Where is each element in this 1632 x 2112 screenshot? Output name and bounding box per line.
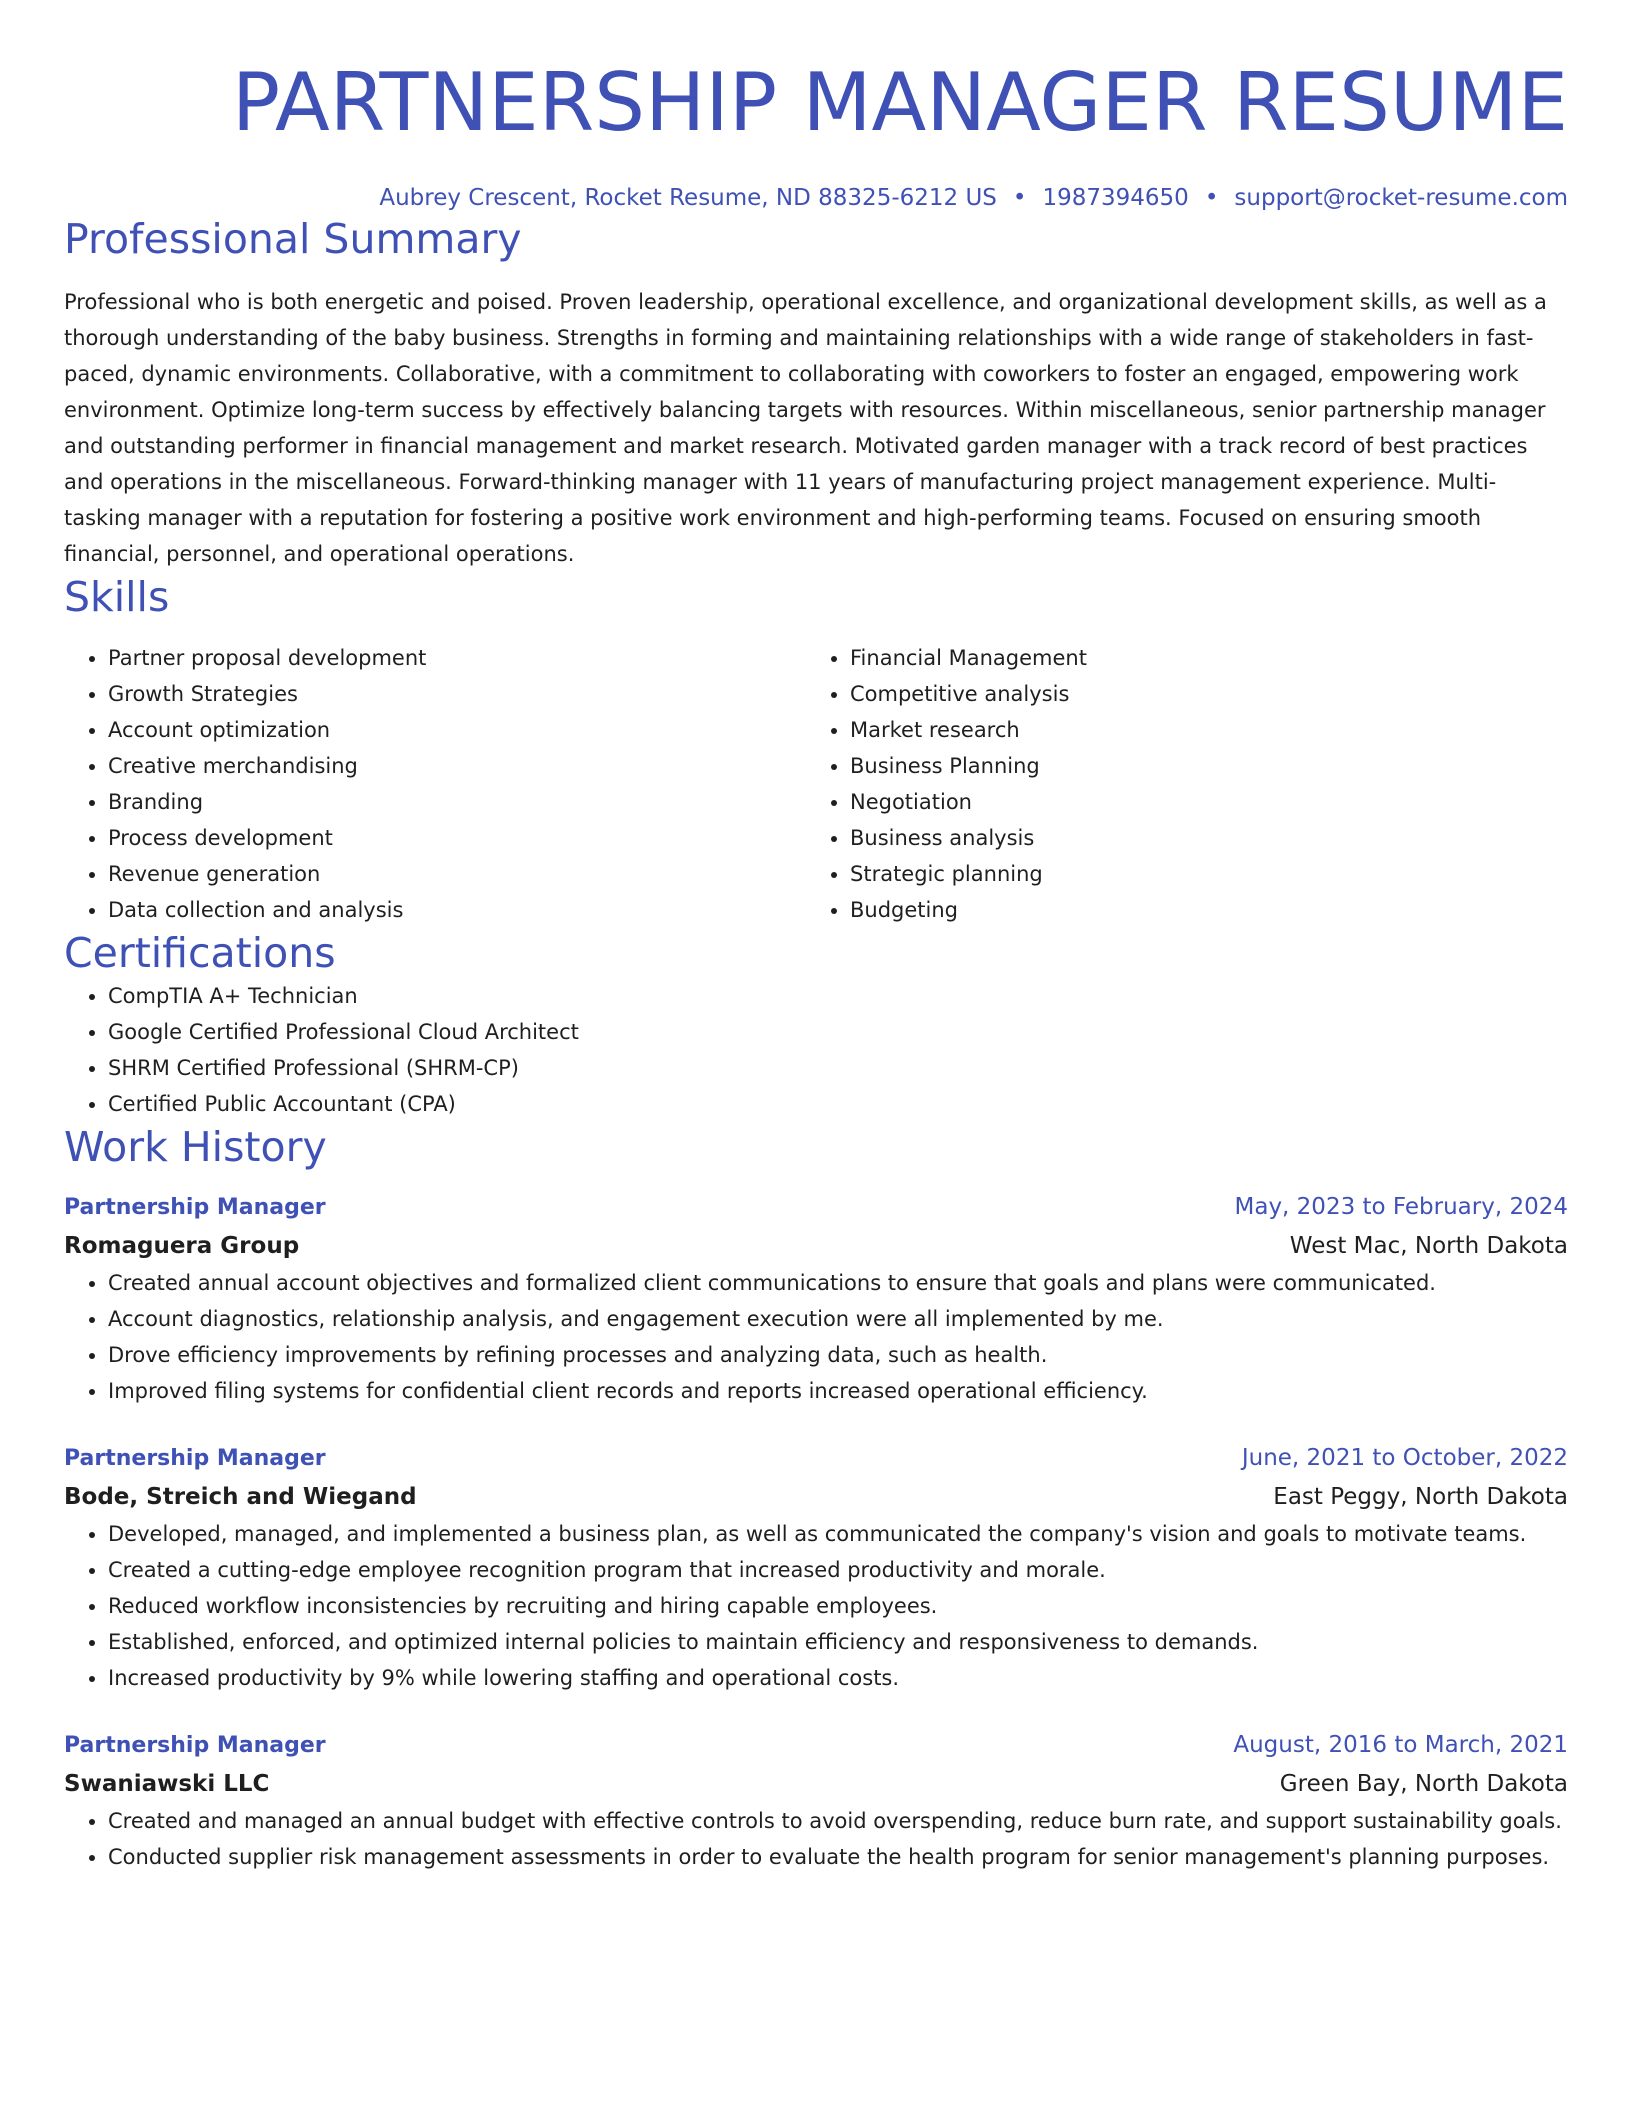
job-header-row [64,1439,1568,1478]
contact-line [64,182,1568,214]
skills-list-right [806,640,1548,928]
resume-page [64,0,1568,1875]
job-entry [64,1439,1568,1696]
job-bullet: • Established, enforced, and optimized internal policies to maintain efficiency and responsiveness to demands. [108,1624,1568,1660]
skill-item: • Strategic planning [850,856,1548,892]
job-company-row [64,1765,1568,1803]
job-header-row [64,1726,1568,1765]
contact-address: Aubrey Crescent, Rocket Resume, ND 88325-6212 US [379,185,997,211]
skill-item: • Process development [108,820,806,856]
certifications-list [64,978,1568,1122]
job-location: West Mac, North Dakota [1289,1233,1568,1259]
job-bullet: • Reduced workflow inconsistencies by recruiting and hiring capable employees. [108,1588,1568,1624]
skill-item: • Budgeting [850,892,1548,928]
skills-list-left [64,640,806,928]
job-title: Partnership Manager [64,1446,326,1471]
contact-separator: • [1204,185,1219,211]
job-title: Partnership Manager [64,1733,326,1758]
skill-item: • Business analysis [850,820,1548,856]
job-bullet: • Improved filing systems for confidential client records and reports increased operational efficiency. [108,1373,1568,1409]
job-company: Swaniawski LLC [64,1771,270,1797]
summary-text: Professional who is both energetic and poised. Proven leadership, operational excellence, and organizational development skills, as well as a thorough understanding of the baby business. Strengths in forming and maintaining relationships with a wide range of stakeholders in fast-paced, dynamic environments. Collaborative, with a commitment to collaborating with coworkers to foster an engaged, empowering work environment. Optimize long-term success by effectively balancing targets with resources. Within miscellaneous, senior partnership manager and outstanding performer in financial management and market research. Motivated garden manager with a track record of best practices and operations in the miscellaneous. Forward-thinking manager with 11 years of manufacturing project management experience. Multi-tasking manager with a reputation for fostering a positive work environment and high-performing teams. Focused on ensuring smooth financial, personnel, and operational operations. [64,290,1547,566]
job-company: Bode, Streich and Wiegand [64,1484,417,1510]
job-header-row [64,1188,1568,1227]
job-bullet: • Created a cutting-edge employee recognition program that increased productivity and morale. [108,1552,1568,1588]
job-bullets [64,1265,1568,1409]
job-dates: May, 2023 to February, 2024 [1234,1194,1568,1220]
skill-item: • Partner proposal development [108,640,806,676]
skill-item: • Financial Management [850,640,1548,676]
skill-item: • Data collection and analysis [108,892,806,928]
skills-heading: Skills [64,573,170,621]
skill-item: • Growth Strategies [108,676,806,712]
job-bullet: • Created and managed an annual budget with effective controls to avoid overspending, reduce burn rate, and support sustainability goals. [108,1803,1568,1839]
job-dates: August, 2016 to March, 2021 [1233,1732,1568,1758]
resume-title: PARTNERSHIP MANAGER RESUME [231,56,1568,149]
work-history-heading: Work History [64,1123,327,1171]
job-bullet: • Conducted supplier risk management assessments in order to evaluate the health program for senior management's planning purposes. [108,1839,1568,1875]
job-bullets [64,1803,1568,1875]
skills-column-right [806,640,1548,928]
skill-item: • Creative merchandising [108,748,806,784]
skill-item: • Account optimization [108,712,806,748]
job-bullet: • Created annual account objectives and formalized client communications to ensure that goals and plans were communicated. [108,1265,1568,1301]
job-company: Romaguera Group [64,1233,300,1259]
job-bullet: • Drove efficiency improvements by refining processes and analyzing data, such as health. [108,1337,1568,1373]
skill-item: • Business Planning [850,748,1548,784]
contact-email[interactable]: support@rocket-resume.com [1234,185,1568,211]
job-location: Green Bay, North Dakota [1279,1771,1568,1797]
job-bullet: • Increased productivity by 9% while lowering staffing and operational costs. [108,1660,1568,1696]
skill-item: • Competitive analysis [850,676,1548,712]
contact-separator: • [1012,185,1027,211]
job-company-row [64,1227,1568,1265]
skill-item: • Branding [108,784,806,820]
skill-item: • Revenue generation [108,856,806,892]
certification-item: • Certified Public Accountant (CPA) [108,1086,1568,1122]
skills-column-left [64,640,806,928]
job-location: East Peggy, North Dakota [1273,1484,1568,1510]
contact-phone: 1987394650 [1042,185,1189,211]
summary-heading: Professional Summary [64,215,522,263]
job-entry [64,1726,1568,1875]
job-dates: June, 2021 to October, 2022 [1241,1445,1568,1471]
skill-item: • Market research [850,712,1548,748]
job-bullet: • Account diagnostics, relationship analysis, and engagement execution were all implemented by me. [108,1301,1568,1337]
job-company-row [64,1478,1568,1516]
certification-item: • CompTIA A+ Technician [108,978,1568,1014]
job-title: Partnership Manager [64,1195,326,1220]
certifications-heading: Certifications [64,929,336,977]
skill-item: • Negotiation [850,784,1548,820]
job-bullets [64,1516,1568,1696]
job-entry [64,1188,1568,1409]
certification-item: • SHRM Certified Professional (SHRM-CP) [108,1050,1568,1086]
skills-grid [64,640,1568,928]
job-bullet: • Developed, managed, and implemented a business plan, as well as communicated the company's vision and goals to motivate teams. [108,1516,1568,1552]
certification-item: • Google Certified Professional Cloud Architect [108,1014,1568,1050]
